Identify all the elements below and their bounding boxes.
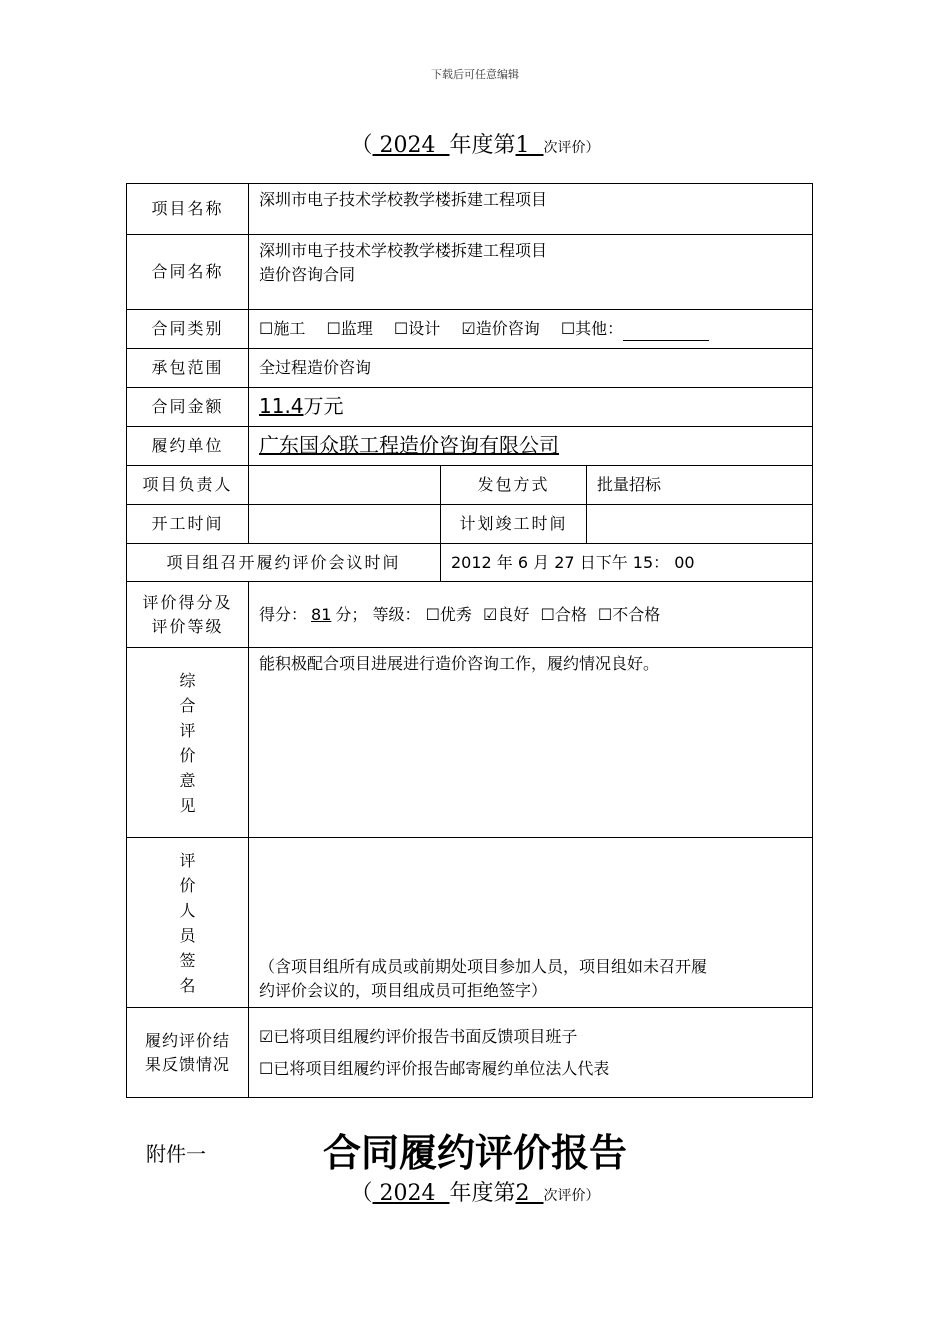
evaluation-number: 1 [515, 133, 530, 158]
amount-value [249, 388, 813, 427]
contract-name-value [249, 235, 813, 310]
signature-label-char: 员 [179, 925, 196, 945]
year-label: 年度第 [449, 1181, 516, 1206]
score-value: 81 [311, 604, 332, 624]
grade-good[interactable]: ☑良好 [483, 604, 530, 624]
score-label [127, 582, 249, 648]
checkbox-design[interactable]: ☐设计 [393, 319, 441, 338]
overall-label-char: 见 [179, 795, 196, 815]
year-label: 年度第 [449, 133, 516, 158]
evaluation-year: 2024 [379, 133, 436, 158]
planned-end-label: 计划竣工时间 [441, 505, 587, 544]
overall-comment-value: 能积极配合项目进展进行造价咨询工作，履约情况良好。 [249, 648, 813, 838]
overall-label-char: 综 [179, 670, 196, 690]
overall-label-char: 合 [179, 695, 196, 715]
amount-label: 合同金额 [127, 388, 249, 427]
meeting-time-value: 2012 年 6 月 27 日下午 15： 00 [441, 544, 813, 582]
overall-comment-label [127, 648, 249, 838]
evaluation-number: 2 [515, 1181, 530, 1206]
checkbox-other[interactable]: ☐其他： [560, 319, 624, 338]
open-paren: （ [350, 1181, 373, 1206]
feedback-label [127, 1008, 249, 1098]
feedback-label-line-2: 果反馈情况 [144, 1054, 230, 1074]
contract-type-label: 合同类别 [127, 310, 249, 349]
feedback-option-mailed[interactable]: ☐已将项目组履约评价报告邮寄履约单位法人代表 [259, 1058, 610, 1078]
score-label-line-1: 评价得分及 [142, 592, 233, 612]
header-note: 下载后可任意编辑 [431, 68, 519, 81]
evaluation-year: 2024 [379, 1181, 436, 1206]
signature-note-line-2: 约评价会议的，项目组成员可拒绝签字） [259, 981, 548, 1000]
score-prefix: 得分： [259, 604, 308, 624]
signature-label-char: 名 [179, 975, 196, 995]
project-name-value: 深圳市电子技术学校教学楼拆建工程项目 [249, 184, 813, 235]
planned-end-value [587, 505, 813, 544]
grade-pass[interactable]: ☐合格 [540, 604, 587, 624]
overall-label-char: 评 [179, 720, 196, 740]
evaluation-round-line-1 [0, 128, 950, 159]
feedback-option-written[interactable]: ☑已将项目组履约评价报告书面反馈项目班子 [259, 1026, 578, 1046]
contract-name-line-2: 造价咨询合同 [259, 265, 356, 284]
contract-method-value: 批量招标 [587, 466, 813, 505]
checkbox-cost-consulting[interactable]: ☑造价咨询 [461, 319, 540, 338]
performer-value [249, 427, 813, 466]
contract-type-options [249, 310, 813, 349]
evaluation-suffix: 次评价） [543, 140, 600, 156]
signature-label [127, 838, 249, 1008]
feedback-label-line-1: 履约评价结 [144, 1030, 230, 1050]
contract-name-label: 合同名称 [127, 235, 249, 310]
overall-label-char: 意 [179, 770, 196, 790]
contract-name-line-1: 深圳市电子技术学校教学楼拆建工程项目 [259, 241, 548, 260]
signature-label-char: 人 [179, 900, 196, 920]
signature-label-char: 签 [179, 950, 196, 970]
amount-number: 11.4 [259, 394, 304, 418]
checkbox-supervision[interactable]: ☐监理 [326, 319, 373, 338]
other-blank-line [623, 324, 709, 341]
report-title: 合同履约评价报告 [322, 1131, 627, 1175]
project-name-label: 项目名称 [127, 184, 249, 235]
start-time-label: 开工时间 [127, 505, 249, 544]
evaluation-round-line-2 [0, 1176, 950, 1207]
attachment-label: 附件一 [146, 1142, 206, 1166]
score-grade-value [249, 582, 813, 648]
feedback-options [249, 1008, 813, 1098]
start-time-value [249, 505, 441, 544]
performer-name: 广东国众联工程造价咨询有限公司 [259, 433, 559, 457]
score-label-line-2: 评价等级 [151, 616, 224, 636]
evaluation-form-table [126, 183, 813, 1098]
scope-label: 承包范围 [127, 349, 249, 388]
signature-label-char: 价 [179, 875, 196, 895]
grade-fail[interactable]: ☐不合格 [597, 604, 661, 624]
score-suffix: 分； 等级： [335, 604, 421, 624]
checkbox-construction[interactable]: ☐施工 [259, 319, 306, 338]
signature-label-char: 评 [179, 850, 196, 870]
amount-unit: 万元 [303, 394, 344, 418]
manager-label: 项目负责人 [127, 466, 249, 505]
grade-excellent[interactable]: ☐优秀 [425, 604, 472, 624]
meeting-time-label: 项目组召开履约评价会议时间 [127, 544, 441, 582]
open-paren: （ [350, 133, 373, 158]
evaluation-suffix: 次评价） [543, 1188, 600, 1204]
scope-value: 全过程造价咨询 [249, 349, 813, 388]
signature-area[interactable] [249, 838, 813, 1008]
overall-label-char: 价 [179, 745, 196, 765]
performer-label: 履约单位 [127, 427, 249, 466]
manager-value [249, 466, 441, 505]
contract-method-label: 发包方式 [441, 466, 587, 505]
signature-note-line-1: （含项目组所有成员或前期处项目参加人员，项目组如未召开履 [259, 957, 708, 976]
